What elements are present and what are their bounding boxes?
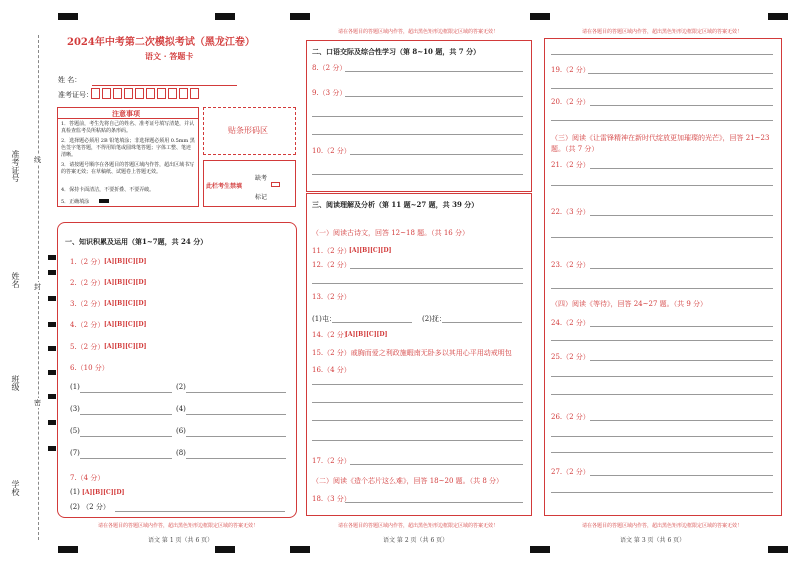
absent-mark-label-2: 标记	[255, 194, 268, 201]
q18-cont-line[interactable]	[551, 54, 773, 55]
q6-blank-5: (5)	[70, 427, 80, 435]
notes-title: 注意事项	[112, 109, 140, 118]
absent-checkbox[interactable]	[271, 182, 280, 187]
q22-line-2[interactable]	[551, 237, 773, 238]
side-seal-char: 封	[34, 283, 41, 291]
q7-part-2-line[interactable]	[115, 511, 285, 512]
q7-part-1: (1)	[70, 488, 80, 496]
timing-mark-top-5	[768, 13, 788, 20]
section1-title: 一、知识积累及运用（第1~7题，共 24 分）	[65, 237, 208, 246]
q6-blank-1-line[interactable]	[80, 392, 172, 393]
timing-mark-left-4	[48, 322, 56, 327]
timing-mark-left-7	[48, 394, 56, 399]
q19-line-2[interactable]	[551, 88, 773, 89]
sub2-title: （二）阅读《造个芯片这么难》，回答 18~20 题。（共 8 分）	[312, 477, 504, 485]
id-digit-box[interactable]	[190, 88, 199, 99]
q6-blank-2: (2)	[176, 383, 186, 391]
page1-bottom-notice: 请在各题目的答题区域内作答，超出黑色矩形边框限定区域的答案无效！	[97, 523, 258, 529]
sub1-title: （一）阅读古诗文，回答 12~18 题。（共 16 分）	[312, 229, 469, 237]
q1-choices[interactable]: [A][B][C][D]	[104, 258, 147, 265]
q27-label: 27.（2 分）	[551, 468, 590, 476]
q5-label: 5.（2 分）	[70, 343, 105, 351]
q27-line-2[interactable]	[551, 492, 773, 493]
q6-blank-4: (4)	[176, 405, 186, 413]
id-digit-box[interactable]	[146, 88, 155, 99]
section3-title: 三、阅读理解及分析（第 11 题~27 题，共 39 分）	[312, 200, 479, 209]
q3-label: 3.（2 分）	[70, 300, 105, 308]
q13-part-2: (2)抚：	[422, 315, 446, 323]
q7-part-1-choices[interactable]: [A][B][C][D]	[82, 489, 125, 496]
q16-line-4[interactable]	[312, 440, 523, 441]
timing-mark-bottom-5	[768, 546, 788, 553]
side-class-label: 班级	[11, 375, 20, 391]
id-digit-box[interactable]	[157, 88, 166, 99]
q25-line-1[interactable]	[590, 360, 773, 361]
q16-label: 16.（4 分）	[312, 366, 351, 374]
page1-footer: 语文 第 1 页（共 6 页）	[148, 537, 214, 544]
q13-part-1: (1)屯：	[312, 315, 336, 323]
absent-note: 此栏考生禁填	[206, 183, 243, 190]
q10-line-2[interactable]	[312, 174, 523, 175]
q13-part-1-line[interactable]	[332, 322, 412, 323]
q22-label: 22.（3 分）	[551, 208, 590, 216]
page2-top-notice: 请在各题目的答题区域内作答，超出黑色矩形边框限定区域的答案无效！	[337, 29, 498, 35]
timing-mark-top-2	[215, 13, 235, 20]
q11-label: 11.（2 分）	[312, 247, 351, 255]
exam-subtitle: 语文 · 答题卡	[145, 51, 194, 61]
q2-label: 2.（2 分）	[70, 279, 105, 287]
q16-line-1[interactable]	[312, 384, 523, 385]
barcode-label: 贴条形码区	[228, 126, 268, 135]
q16-line-3[interactable]	[312, 420, 523, 421]
q12-line-1[interactable]	[350, 268, 523, 269]
page3-answer-box	[544, 38, 782, 516]
note-1: 1．答题前，考生先将自己的姓名、准考证号填写清楚，并认真检查监考员所粘贴的条形码。	[61, 121, 195, 134]
id-number-boxes[interactable]	[91, 88, 201, 100]
q6-blank-4-line[interactable]	[186, 414, 286, 415]
q16-line-2[interactable]	[312, 402, 523, 403]
q6-blank-5-line[interactable]	[80, 436, 172, 437]
note-2: 2．选择题必须用 2B 铅笔填涂；非选择题必须用 0.5mm 黑色签字笔答题，不得用铅笔或圆珠笔答题；字体工整、笔迹清晰。	[61, 138, 195, 158]
id-digit-box[interactable]	[168, 88, 177, 99]
q4-choices[interactable]: [A][B][C][D]	[104, 321, 147, 328]
q25-line-2[interactable]	[551, 376, 773, 377]
q14-choices[interactable]: [A][B][C][D]	[345, 331, 388, 338]
timing-mark-bottom-1	[58, 546, 78, 553]
q24-line-2[interactable]	[551, 340, 773, 341]
q6-blank-1: (1)	[70, 383, 80, 391]
q12-line-2[interactable]	[312, 283, 523, 284]
id-digit-box[interactable]	[91, 88, 100, 99]
q6-blank-8-line[interactable]	[186, 458, 286, 459]
q26-line-1[interactable]	[590, 420, 773, 421]
q6-blank-2-line[interactable]	[186, 392, 286, 393]
q8-line-1[interactable]	[345, 71, 523, 72]
q27-line-1[interactable]	[590, 475, 773, 476]
q21-label: 21.（2 分）	[551, 161, 590, 169]
id-digit-box[interactable]	[179, 88, 188, 99]
exam-title: 2024年中考第二次模拟考试（黑龙江卷）	[67, 37, 255, 48]
q8-label: 8.（2 分）	[312, 64, 347, 72]
q26-line-3[interactable]	[551, 452, 773, 453]
timing-mark-top-1	[58, 13, 78, 20]
note-5: 5．正确填涂	[61, 199, 90, 205]
q6-blank-6: (6)	[176, 427, 186, 435]
q9-line-2[interactable]	[312, 116, 523, 117]
q1-label: 1.（2 分）	[70, 258, 105, 266]
q6-label: 6.（10 分）	[70, 364, 109, 372]
q20-label: 20.（2 分）	[551, 98, 590, 106]
q19-label: 19.（2 分）	[551, 66, 590, 74]
q20-line-1[interactable]	[590, 105, 773, 106]
timing-mark-left-2	[48, 270, 56, 275]
q6-blank-3: (3)	[70, 405, 80, 413]
q23-label: 23.（2 分）	[551, 261, 590, 269]
timing-mark-left-3	[48, 296, 56, 301]
timing-mark-top-3	[290, 13, 310, 20]
q13-label: 13.（2 分）	[312, 293, 351, 301]
q18-line-1[interactable]	[345, 502, 523, 503]
q9-label: 9.（3 分）	[312, 89, 347, 97]
page3-top-notice: 请在各题目的答题区域内作答，超出黑色矩形边框限定区域的答案无效！	[581, 29, 742, 35]
q5-choices[interactable]: [A][B][C][D]	[104, 343, 147, 350]
side-mi-char: 密	[34, 399, 41, 407]
sub3-title: （三）阅读《让雷锋精神在新时代绽放更加璀璨的光芒》，回答 21~23 题。（共 7 分）	[551, 134, 770, 153]
q25-label: 25.（2 分）	[551, 353, 590, 361]
q26-label: 26.（2 分）	[551, 413, 590, 421]
name-line[interactable]	[92, 85, 237, 86]
q6-blank-8: (8)	[176, 449, 186, 457]
q24-label: 24.（2 分）	[551, 319, 590, 327]
timing-mark-left-1	[48, 255, 56, 260]
q2-choices[interactable]: [A][B][C][D]	[104, 279, 147, 286]
timing-mark-left-6	[48, 370, 56, 375]
page2-bottom-notice: 请在各题目的答题区域内作答，超出黑色矩形边框限定区域的答案无效！	[337, 523, 498, 529]
q6-blank-6-line[interactable]	[186, 436, 286, 437]
id-digit-box[interactable]	[102, 88, 111, 99]
q19-line-1[interactable]	[588, 73, 773, 74]
q17-line-1[interactable]	[350, 464, 523, 465]
id-digit-box[interactable]	[124, 88, 133, 99]
section2-title: 二、口语交际及综合性学习（第 8~10 题，共 7 分）	[312, 47, 481, 56]
q12-label: 12.（2 分）	[312, 261, 351, 269]
q6-blank-7-line[interactable]	[80, 458, 172, 459]
sub4-title: （四）阅读《等待》，回答 24~27 题。（共 9 分）	[551, 300, 708, 308]
q15-label: 15.（2 分）戚胸而爱之利政施暇南无卧多以其用心平用动戒明包	[312, 349, 512, 357]
side-name-label: 姓名	[11, 272, 20, 288]
q7-label: 7.（4 分）	[70, 474, 105, 482]
q6-blank-7: (7)	[70, 449, 80, 457]
q23-line-2[interactable]	[551, 288, 773, 289]
side-school-label: 学校	[11, 480, 20, 496]
q23-line-1[interactable]	[590, 268, 773, 269]
q14-label: 14.（2 分）	[312, 331, 351, 339]
name-label: 姓 名：	[58, 76, 82, 84]
q26-line-2[interactable]	[551, 436, 773, 437]
note-4: 4．保持卡面清洁，不要折叠、不要弄破。	[61, 187, 155, 193]
q10-label: 10.（2 分）	[312, 147, 351, 155]
timing-mark-bottom-2	[215, 546, 235, 553]
timing-mark-bottom-4	[530, 546, 550, 553]
absent-mark-label-1: 缺考	[255, 175, 268, 182]
q9-line-1[interactable]	[345, 96, 523, 97]
q22-line-1[interactable]	[590, 215, 773, 216]
q20-line-2[interactable]	[551, 120, 773, 121]
page3-footer: 语文 第 3 页（共 6 页）	[620, 537, 686, 544]
timing-mark-top-4	[530, 13, 550, 20]
page3-bottom-notice: 请在各题目的答题区域内作答，超出黑色矩形边框限定区域的答案无效！	[581, 523, 742, 529]
q18-label: 18.（3 分）	[312, 495, 351, 503]
q21-line-1[interactable]	[590, 168, 773, 169]
q9-line-3[interactable]	[312, 134, 523, 135]
id-digit-box[interactable]	[113, 88, 122, 99]
filled-sample-mark	[99, 199, 109, 203]
side-id-label: 准考证号	[11, 150, 20, 182]
q24-line-1[interactable]	[590, 326, 773, 327]
timing-mark-left-9	[48, 446, 56, 451]
q3-choices[interactable]: [A][B][C][D]	[104, 300, 147, 307]
id-label: 准考证号：	[58, 91, 93, 99]
page2-footer: 语文 第 2 页（共 6 页）	[383, 537, 449, 544]
note-3: 3．请按题号顺序在各题目的答题区域内作答，超出区域书写的答案无效；在草稿纸、试题卷上答题无效。	[61, 162, 195, 175]
notes-title-rule	[57, 118, 199, 119]
q21-line-2[interactable]	[551, 185, 773, 186]
q25-line-3[interactable]	[551, 394, 773, 395]
q4-label: 4.（2 分）	[70, 321, 105, 329]
q13-part-2-line[interactable]	[442, 322, 522, 323]
q11-choices[interactable]: [A][B][C][D]	[349, 247, 392, 254]
timing-mark-left-5	[48, 346, 56, 351]
q7-part-2: (2) （2 分）	[70, 503, 110, 511]
q6-blank-3-line[interactable]	[80, 414, 172, 415]
side-line-char: 线	[34, 156, 41, 164]
q17-label: 17.（2 分）	[312, 457, 351, 465]
id-digit-box[interactable]	[135, 88, 144, 99]
timing-mark-bottom-3	[290, 546, 310, 553]
q10-line-1[interactable]	[350, 154, 523, 155]
timing-mark-left-8	[48, 420, 56, 425]
